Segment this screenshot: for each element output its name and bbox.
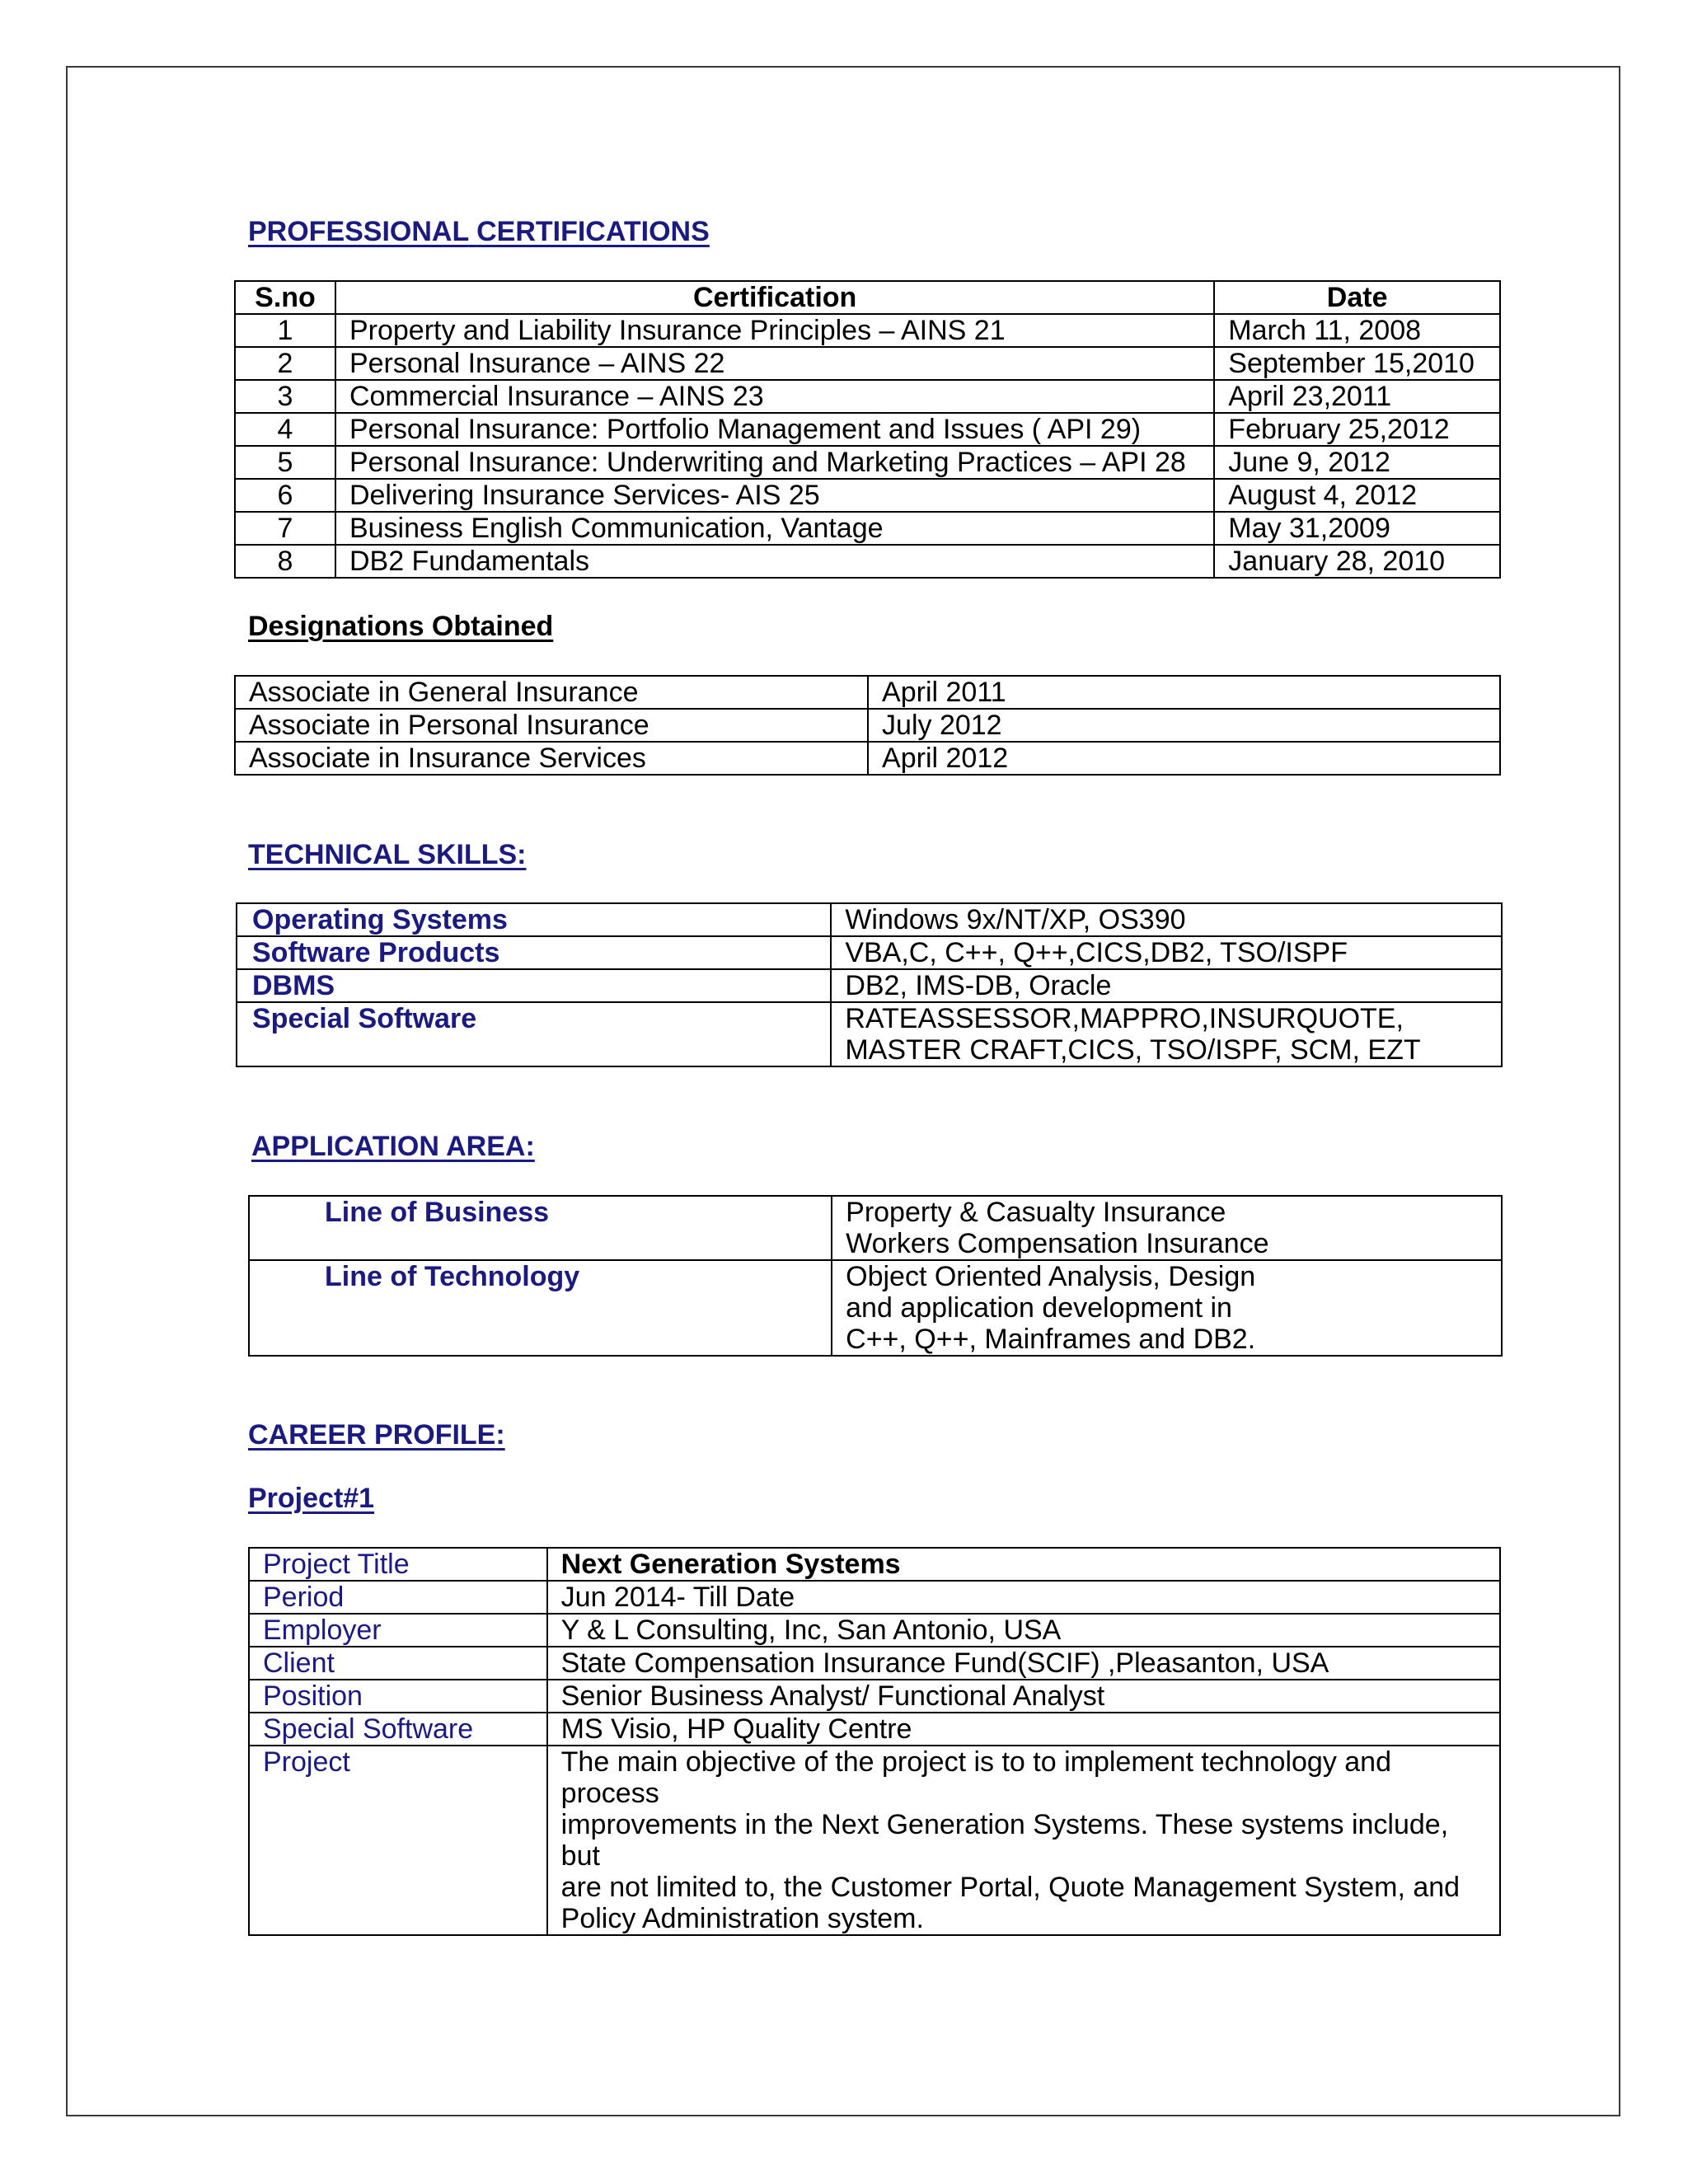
project-label: Employer — [249, 1614, 547, 1647]
table-row — [249, 1614, 1500, 1647]
designation-date: April 2012 — [868, 742, 1500, 775]
table-row — [249, 1713, 1500, 1746]
skill-value: RATEASSESSOR,MAPPRO,INSURQUOTE, MASTER CRAFT,CICS, TSO/ISPF, SCM, EZT — [831, 1002, 1502, 1066]
table-row — [235, 479, 1500, 512]
cert-date: April 23,2011 — [1214, 380, 1500, 413]
technical-skills-heading: TECHNICAL SKILLS: — [248, 839, 527, 870]
cert-date: June 9, 2012 — [1214, 446, 1500, 479]
cert-sno: 8 — [235, 545, 335, 578]
cert-sno: 2 — [235, 347, 335, 380]
table-row — [237, 903, 1502, 936]
designation-name: Associate in General Insurance — [235, 676, 868, 709]
project-value: The main objective of the project is to to implement technology and process improvements in the Next Generation Systems. These systems include, but are not limited to, the Customer Portal, Quote Management System, and Policy Administration system. — [547, 1746, 1500, 1935]
career-profile-heading-text: CAREER PROFILE — [248, 1419, 496, 1451]
project-table — [248, 1547, 1501, 1936]
table-row — [235, 709, 1500, 742]
table-row — [235, 742, 1500, 775]
table-row — [235, 545, 1500, 578]
cert-name: Commercial Insurance – AINS 23 — [335, 380, 1214, 413]
application-area-heading: APPLICATION AREA: — [251, 1131, 535, 1162]
table-row — [249, 1680, 1500, 1713]
project-label: Period — [249, 1581, 547, 1614]
cert-name: Business English Communication, Vantage — [335, 512, 1214, 545]
cert-sno: 4 — [235, 413, 335, 446]
cert-sno: 7 — [235, 512, 335, 545]
certifications-heading-part2: CERTIFICATIONS — [476, 216, 710, 247]
project-heading: Project#1 — [248, 1483, 375, 1514]
project-label: Special Software — [249, 1713, 547, 1746]
table-row — [249, 1581, 1500, 1614]
cert-name: Personal Insurance – AINS 22 — [335, 347, 1214, 380]
cert-date: January 28, 2010 — [1214, 545, 1500, 578]
certifications-header-row — [235, 281, 1500, 314]
project-value: Senior Business Analyst/ Functional Analyst — [547, 1680, 1500, 1713]
project-value: MS Visio, HP Quality Centre — [547, 1713, 1500, 1746]
table-row — [237, 936, 1502, 969]
project-label: Project — [249, 1746, 547, 1935]
certifications-heading — [248, 216, 710, 248]
application-value: Object Oriented Analysis, Design and application development in C++, Q++, Mainframes and DB2. — [832, 1260, 1502, 1356]
table-row — [235, 380, 1500, 413]
table-row — [237, 1002, 1502, 1066]
table-row — [249, 1647, 1500, 1680]
column-header-date: Date — [1214, 281, 1500, 314]
cert-sno: 1 — [235, 314, 335, 347]
skill-value: DB2, IMS-DB, Oracle — [831, 969, 1502, 1002]
technical-skills-table — [236, 902, 1503, 1067]
cert-name: DB2 Fundamentals — [335, 545, 1214, 578]
cert-date: March 11, 2008 — [1214, 314, 1500, 347]
cert-name: Personal Insurance: Underwriting and Marketing Practices – API 28 — [335, 446, 1214, 479]
cert-name: Property and Liability Insurance Principles – AINS 21 — [335, 314, 1214, 347]
project-value: Jun 2014- Till Date — [547, 1581, 1500, 1614]
designation-date: July 2012 — [868, 709, 1500, 742]
cert-sno: 3 — [235, 380, 335, 413]
table-row — [249, 1260, 1502, 1356]
table-row — [237, 969, 1502, 1002]
career-profile-heading — [248, 1419, 505, 1451]
table-row — [249, 1548, 1500, 1581]
project-label: Position — [249, 1680, 547, 1713]
table-row — [235, 347, 1500, 380]
skill-label: Software Products — [237, 936, 831, 969]
designation-name: Associate in Personal Insurance — [235, 709, 868, 742]
project-label: Client — [249, 1647, 547, 1680]
skill-label: DBMS — [237, 969, 831, 1002]
certifications-table — [234, 280, 1501, 579]
designation-date: April 2011 — [868, 676, 1500, 709]
designation-name: Associate in Insurance Services — [235, 742, 868, 775]
skill-label: Special Software — [237, 1002, 831, 1066]
cert-name: Personal Insurance: Portfolio Management and Issues ( API 29) — [335, 413, 1214, 446]
table-row — [249, 1196, 1502, 1260]
skill-value: Windows 9x/NT/XP, OS390 — [831, 903, 1502, 936]
designations-heading: Designations Obtained — [248, 611, 554, 642]
cert-sno: 5 — [235, 446, 335, 479]
skill-value: VBA,C, C++, Q++,CICS,DB2, TSO/ISPF — [831, 936, 1502, 969]
designations-table — [234, 675, 1501, 776]
table-row — [235, 314, 1500, 347]
application-value: Property & Casualty Insurance Workers Compensation Insurance — [832, 1196, 1502, 1260]
application-label: Line of Business — [249, 1196, 832, 1260]
table-row — [235, 413, 1500, 446]
table-row — [249, 1746, 1500, 1935]
column-header-sno: S.no — [235, 281, 335, 314]
cert-date: September 15,2010 — [1214, 347, 1500, 380]
table-row — [235, 676, 1500, 709]
cert-date: February 25,2012 — [1214, 413, 1500, 446]
career-profile-heading-suffix: : — [495, 1419, 505, 1451]
skill-label: Operating Systems — [237, 903, 831, 936]
project-value: Y & L Consulting, Inc, San Antonio, USA — [547, 1614, 1500, 1647]
project-value: State Compensation Insurance Fund(SCIF) ,Pleasanton, USA — [547, 1647, 1500, 1680]
table-row — [235, 512, 1500, 545]
table-row — [235, 446, 1500, 479]
application-area-table — [248, 1195, 1503, 1357]
certifications-heading-part1: PROFESSIONAL — [248, 216, 469, 247]
cert-date: May 31,2009 — [1214, 512, 1500, 545]
cert-name: Delivering Insurance Services- AIS 25 — [335, 479, 1214, 512]
project-value: Next Generation Systems — [547, 1548, 1500, 1581]
cert-date: August 4, 2012 — [1214, 479, 1500, 512]
application-label: Line of Technology — [249, 1260, 832, 1356]
cert-sno: 6 — [235, 479, 335, 512]
column-header-certification: Certification — [335, 281, 1214, 314]
project-label: Project Title — [249, 1548, 547, 1581]
